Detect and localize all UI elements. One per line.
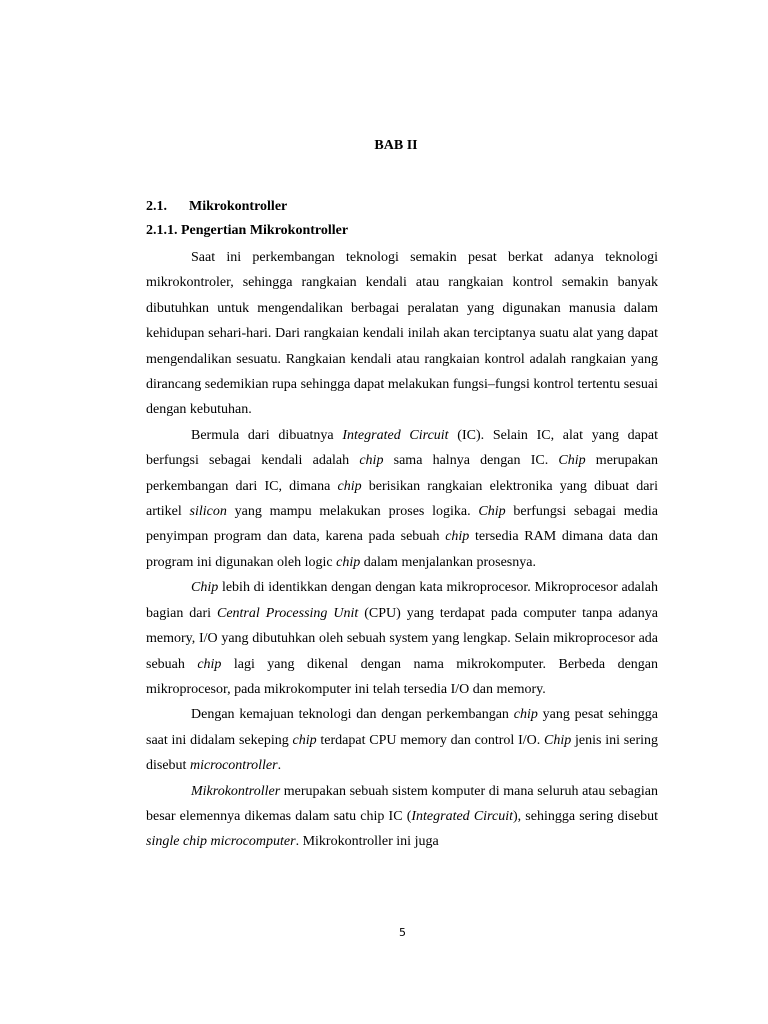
paragraph-3	[146, 575, 658, 702]
paragraph-4	[146, 702, 658, 778]
italic-term: Mikrokontroller	[191, 783, 281, 799]
text-run: jenis ini sering disebut	[146, 732, 658, 774]
text-run: lebih di identikkan dengan dengan kata mikroprocesor. Mikroprocesor adalah bagian dari	[146, 580, 658, 621]
text-run: ), sehingga sering disebut	[512, 808, 658, 824]
text-run: berfungsi sebagai media penyimpan program dan data, karena pada sebuah	[146, 504, 658, 545]
italic-term: Chip	[558, 453, 586, 469]
text-run: terdapat CPU memory dan control I/O.	[316, 732, 545, 748]
page-number: 5	[399, 926, 406, 939]
text-run: (IC). Selain IC, alat yang dapat berfungsi sebagai kendali adalah	[146, 427, 659, 469]
italic-term: silicon	[189, 504, 227, 520]
italic-term: chip	[337, 478, 362, 494]
italic-term: chip	[336, 554, 361, 570]
chapter-title: BAB II	[374, 138, 418, 153]
italic-term: Chip	[191, 580, 219, 596]
paragraph-2	[146, 423, 658, 575]
section-heading	[146, 198, 287, 216]
text-run: merupakan sebuah sistem komputer di mana seluruh atau sebagian besar elemennya dikemas dalam satu chip IC (	[146, 783, 658, 824]
italic-term: chip	[292, 732, 317, 748]
subsection-heading: 2.1.1. Pengertian Mikrokontroller	[146, 223, 349, 238]
text-run: berisikan rangkaian elektronika yang dibuat dari artikel	[146, 478, 658, 520]
section-title: Mikrokontroller	[189, 199, 288, 214]
body-text	[146, 245, 658, 855]
text-run: Bermula dari dibuatnya	[191, 427, 343, 443]
italic-term: Integrated Circuit	[342, 427, 449, 443]
text-run: . Mikrokontroller ini juga	[295, 834, 439, 850]
section-number: 2.1.	[146, 199, 167, 214]
italic-term: Chip	[478, 504, 506, 520]
text-run: (CPU) yang terdapat pada computer tanpa adanya memory, I/O yang dibutuhkan oleh sebuah system yang lengkap. Selain mikroprocesor ada sebuah	[146, 605, 658, 672]
text-run: merupakan perkembangan dari IC, dimana	[146, 453, 659, 494]
italic-term: microcontroller	[189, 758, 278, 774]
italic-term: Integrated Circuit	[411, 808, 513, 824]
italic-term: Chip	[544, 732, 572, 748]
italic-term: chip	[197, 656, 222, 672]
italic-term: chip	[513, 707, 538, 723]
text-run: yang mampu melakukan proses logika.	[226, 504, 479, 520]
italic-term: Central Processing Unit	[216, 605, 359, 621]
italic-term: chip	[359, 453, 384, 469]
paragraph-5	[146, 779, 658, 855]
text-run: dalam menjalankan prosesnya.	[360, 554, 536, 570]
text-run: yang pesat sehingga saat ini didalam sekeping	[146, 707, 659, 748]
text-run: lagi yang dikenal dengan nama mikrokomputer. Berbeda dengan mikroprocesor, pada mikrokomputer ini telah tersedia I/O dan memory.	[146, 656, 658, 697]
italic-term: chip	[445, 529, 470, 545]
italic-term: single chip microcomputer	[146, 834, 296, 850]
text-run: sama halnya dengan IC.	[383, 453, 559, 469]
text-run: tersedia RAM dimana data dan program ini digunakan oleh logic	[146, 529, 658, 570]
text-run: .	[277, 758, 282, 774]
paragraph-1: Saat ini perkembangan teknologi semakin pesat berkat adanya teknologi mikrokontroler, sehingga rangkaian kendali atau rangkaian kontrol semakin banyak dibutuhkan untuk mengendalikan berbagai peralatan yang digunakan manusia dalam kehidupan sehari-hari. Dari rangkaian kendali inilah akan terciptanya suatu alat yang dapat mengendalikan sesuatu. Rangkaian kendali atau rangkaian kontrol adalah rangkaian yang dirancang sedemikian rupa sehingga dapat melakukan fungsi–fungsi kontrol tertentu sesuai dengan kebutuhan.	[146, 250, 658, 418]
text-run: Dengan kemajuan teknologi dan dengan perkembangan	[191, 707, 514, 723]
